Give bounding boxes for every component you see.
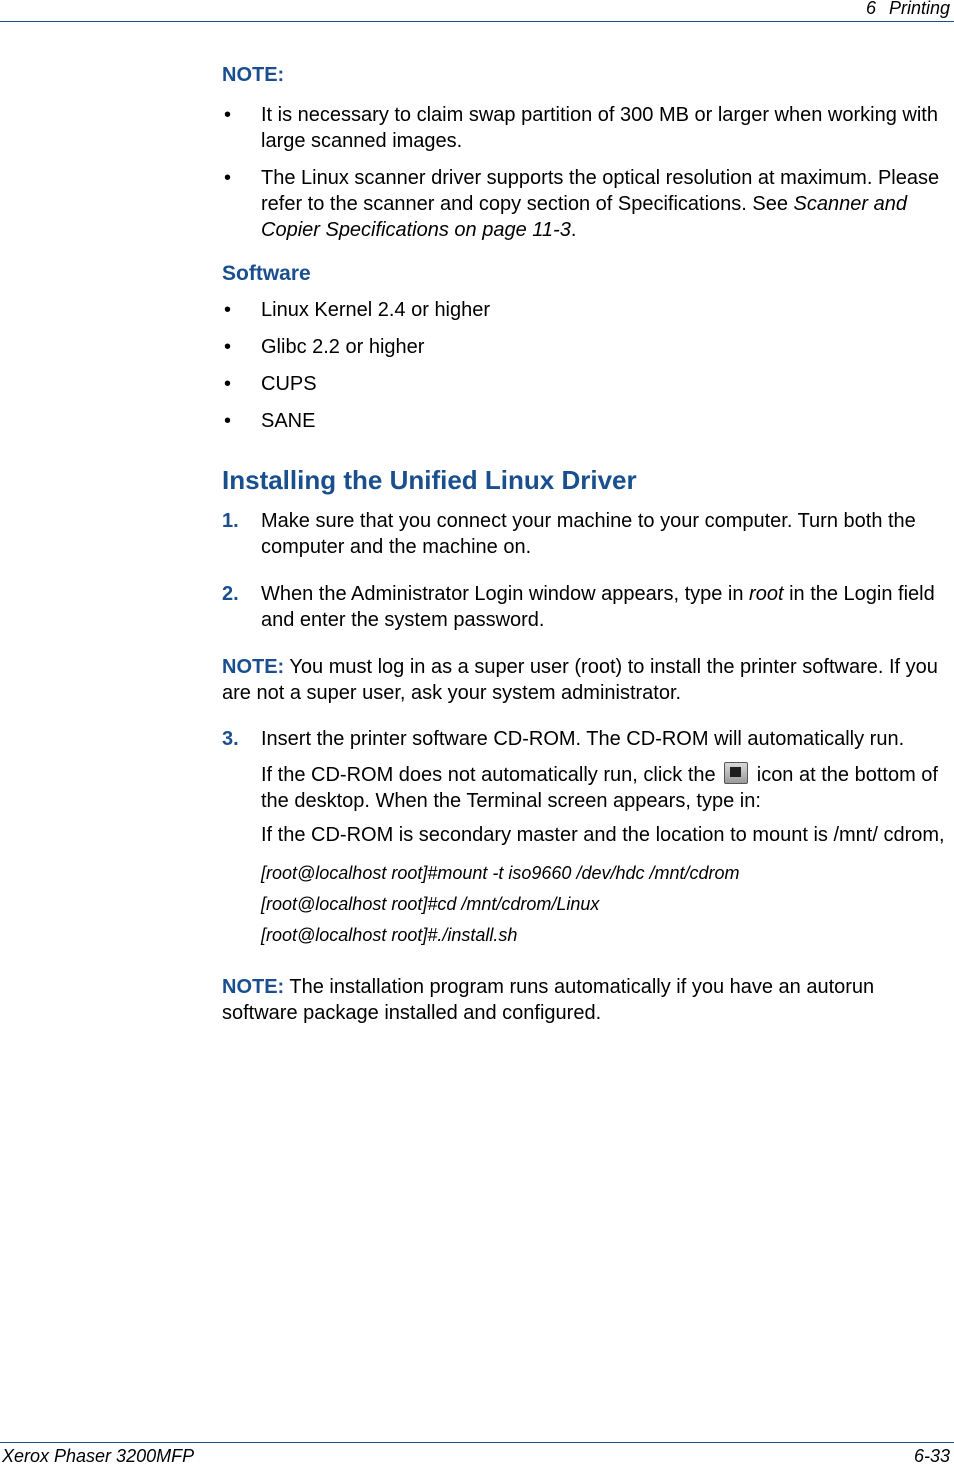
- note-label: NOTE:: [222, 64, 285, 86]
- step-2: 2. When the Administrator Login window appears, type in root in the Login field and enter the system password.: [222, 583, 935, 631]
- page-header: [866, 0, 950, 19]
- note-label: NOTE:: [222, 976, 285, 998]
- note-bullet-list: [222, 102, 950, 243]
- header-rule: [0, 21, 954, 22]
- chapter-number: 6: [865, 0, 876, 18]
- list-item: • Glibc 2.2 or higher: [224, 336, 425, 358]
- note-bullet: • The Linux scanner driver supports the optical resolution at maximum. Please refer to the scanner and copy section of Specifications. See Scanner and Copier Specifications on page 11-3.: [224, 167, 940, 241]
- step-text: Make sure that you connect your machine to your computer. Turn both the computer and the machine on.: [261, 510, 916, 558]
- footer-product: Xerox Phaser 3200MFP: [2, 1446, 195, 1466]
- note-label: NOTE:: [222, 656, 285, 678]
- list-item: • Linux Kernel 2.4 or higher: [224, 299, 491, 321]
- note-bullet: • It is necessary to claim swap partition of 300 MB or larger when working with large scanned images.: [224, 104, 938, 152]
- command-line: [root@localhost root]#mount -t iso9660 /dev/hdc /mnt/cdrom: [261, 863, 740, 883]
- software-list: [222, 297, 950, 434]
- list-item: • CUPS: [224, 373, 317, 395]
- note-root: NOTE: You must log in as a super user (root) to install the printer software. If you are not a super user, ask your system administrator.: [222, 656, 938, 704]
- spec-link[interactable]: Scanner and Copier Specifications on page 11-3: [261, 193, 907, 241]
- step-number: 2.: [222, 583, 239, 605]
- software-heading: Software: [222, 262, 311, 285]
- step-1: [222, 508, 950, 560]
- chapter-title: Printing: [888, 0, 950, 18]
- step-3-para-1: If the CD-ROM does not automatically run, click the icon at the bottom of the desktop. When the Terminal screen appears, type in:: [261, 764, 938, 812]
- footer-page-number: 6-33: [913, 1446, 950, 1466]
- step-text: Insert the printer software CD-ROM. The CD-ROM will automatically run.: [261, 728, 905, 750]
- step-number: 3.: [222, 728, 239, 750]
- note-autorun: NOTE: The installation program runs automatically if you have an autorun software package installed and configured.: [222, 976, 875, 1024]
- list-item: • SANE: [224, 410, 316, 432]
- command-line: [root@localhost root]#./install.sh: [261, 925, 518, 945]
- footer-rule: [0, 1442, 954, 1443]
- step-3-para-2: If the CD-ROM is secondary master and the location to mount is /mnt/ cdrom,: [261, 824, 945, 846]
- step-3: [222, 726, 950, 752]
- step-number: 1.: [222, 510, 239, 532]
- page-content: [222, 62, 950, 1046]
- root-term: root: [749, 583, 784, 605]
- command-line: [root@localhost root]#cd /mnt/cdrom/Linux: [261, 894, 600, 914]
- install-heading: Installing the Unified Linux Driver: [222, 465, 637, 495]
- terminal-icon[interactable]: [724, 762, 748, 784]
